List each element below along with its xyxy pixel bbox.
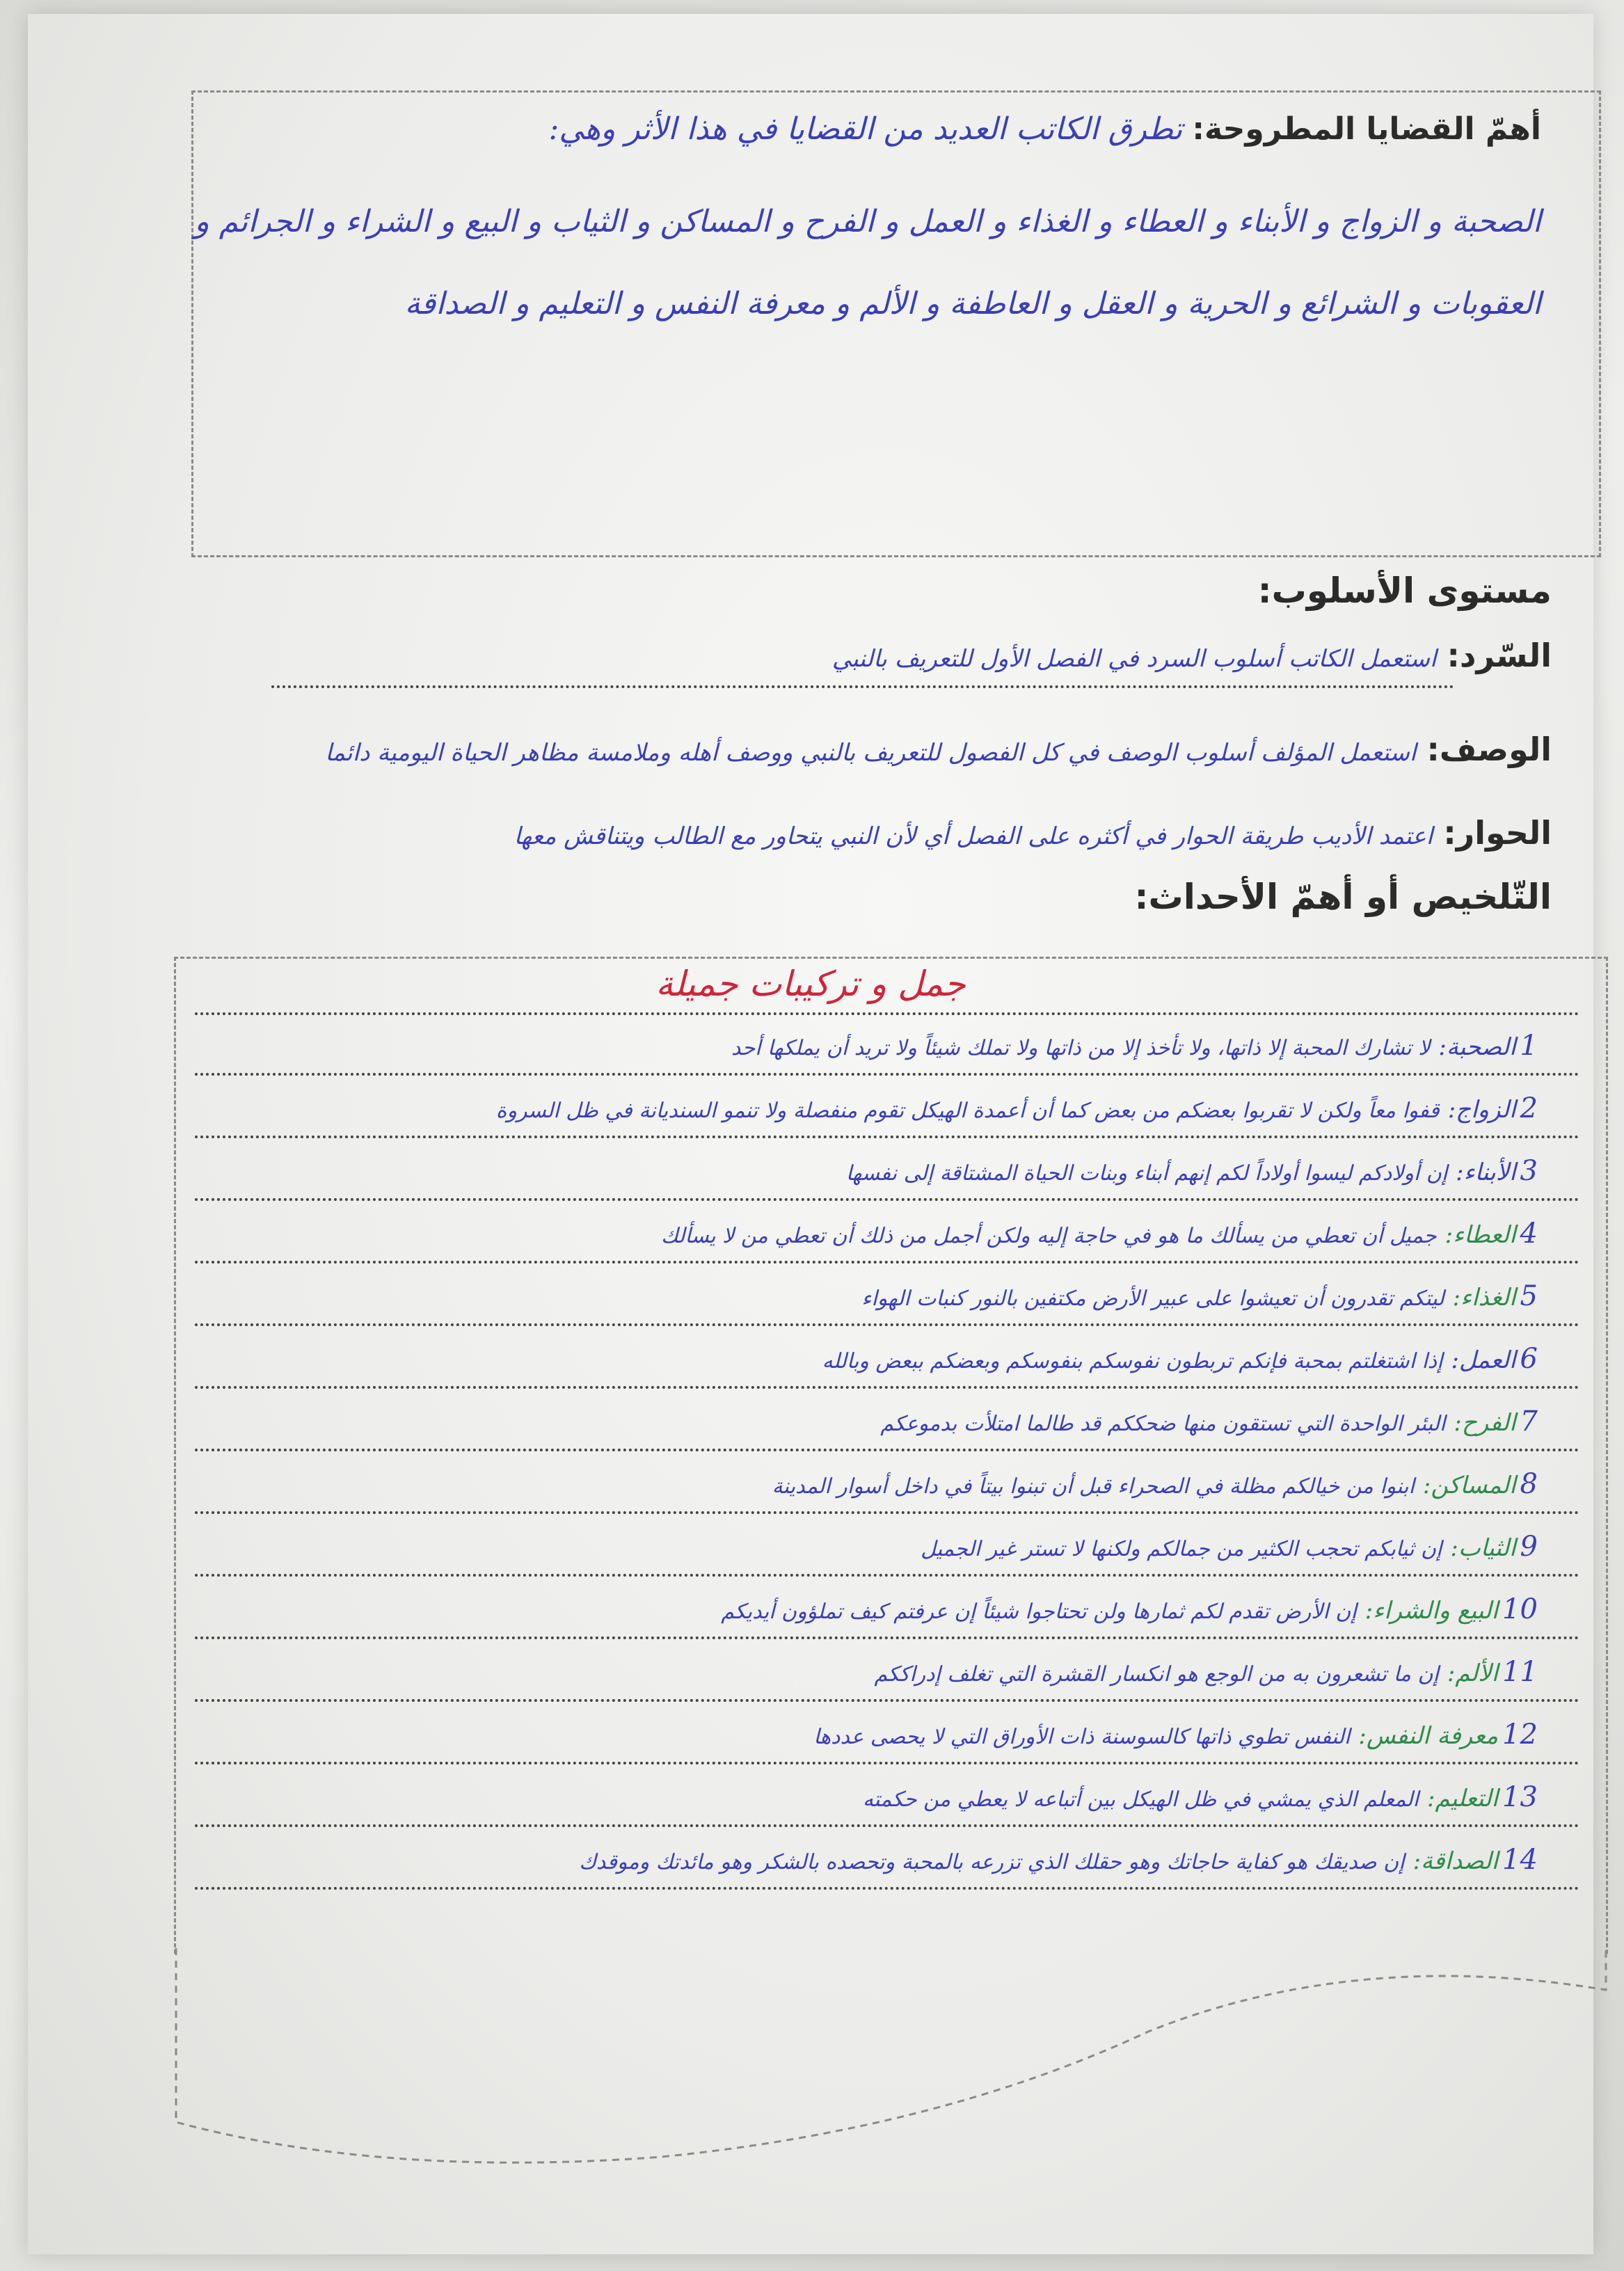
event-item-number: 6: [1520, 1343, 1538, 1375]
event-item: [90, 1155, 1538, 1198]
event-item: [90, 1030, 1538, 1073]
event-item-text: ليتكم تقدرون أن تعيشوا على عبير الأرض مكتفين بالنور كنبات الهواء: [861, 1286, 1444, 1311]
notebook-page: [28, 14, 1593, 2254]
event-item-label: الصحبة:: [1438, 1033, 1516, 1061]
topics-heading-line: [184, 111, 1541, 147]
event-item: [90, 1218, 1538, 1261]
topics-heading: أهمّ القضايا المطروحة:: [1192, 111, 1541, 147]
event-item-text: إن ما تشعرون به من الوجع هو انكسار القشرة التي تغلف إدراككم: [874, 1662, 1439, 1687]
event-item-label: الأبناء:: [1456, 1158, 1516, 1186]
summary-heading: التّلخيص أو أهمّ الأحداث:: [1134, 877, 1552, 917]
event-item-dotline: [195, 1323, 1579, 1326]
event-item-label: الثياب:: [1450, 1534, 1516, 1562]
event-item-number: 5: [1520, 1280, 1538, 1312]
event-item-dotline: [195, 1198, 1579, 1201]
event-item-label: الفرح:: [1454, 1409, 1516, 1437]
style-heading: مستوى الأسلوب:: [1257, 571, 1552, 611]
event-item-number: 12: [1502, 1719, 1538, 1751]
dialogue-value: اعتمد الأديب طريقة الحوار في أكثره على الفصل أي لأن النبي يتحاور مع الطالب ويتناقش معها: [514, 822, 1433, 850]
event-item-number: 11: [1502, 1656, 1538, 1688]
event-item-number: 14: [1502, 1844, 1538, 1876]
event-item-number: 3: [1520, 1155, 1538, 1187]
event-item-label: العطاء:: [1444, 1221, 1516, 1249]
event-item-text: إذا اشتغلتم بمحبة فإنكم تربطون نفوسكم بنفوسكم وبعضكم ببعض وبالله: [822, 1349, 1443, 1373]
event-item-dotline: [195, 1386, 1579, 1389]
event-item-label: الصداقة:: [1412, 1847, 1499, 1875]
event-item-number: 8: [1520, 1468, 1538, 1500]
event-item-text: لا تشارك المحبة إلا ذاتها، ولا تأخذ إلا من ذاتها ولا تملك شيئاً ولا تريد أن يملكها أحد: [731, 1036, 1431, 1060]
event-item-number: 7: [1520, 1405, 1538, 1437]
description-label: الوصف:: [1426, 731, 1552, 768]
topics-list: الصحبة و الزواج و الأبناء و العطاء و الغذاء و العمل و الفرح و المساكن و الثياب و البيع و الشراء و الجرائم و العقوبات و الشرائع و الحرية و العقل و العاطفة و الألم و معرفة النفس و التعليم و الصداقة: [194, 204, 1541, 321]
event-item-text: إن أولادكم ليسوا أولاداً لكم إنهم أبناء وبنات الحياة المشتاقة إلى نفسها: [845, 1161, 1448, 1186]
narration-row: [35, 637, 1552, 685]
event-item: [90, 1656, 1538, 1699]
event-item-label: العمل:: [1451, 1346, 1516, 1374]
event-item-label: الزواج:: [1447, 1096, 1516, 1124]
event-item-label: الألم:: [1447, 1659, 1499, 1687]
event-item-label: التعليم:: [1427, 1785, 1499, 1812]
dialogue-row: [35, 814, 1552, 863]
event-item-label: البيع والشراء:: [1364, 1597, 1499, 1625]
event-item-dotline: [195, 1136, 1579, 1138]
event-item-number: 2: [1520, 1092, 1538, 1124]
title-dotline: [195, 1012, 1579, 1015]
narration-label: السّرد:: [1447, 637, 1552, 674]
event-item-text: جميل أن تعطي من يسألك ما هو في حاجة إليه ولكن أجمل من ذلك أن تعطي من لا يسألك: [660, 1224, 1437, 1248]
event-item-text: قفوا معاً ولكن لا تقربوا بعضكم من بعض كما أن أعمدة الهيكل تقوم منفصلة ولا تنمو السنديانة في ظل السروة: [495, 1099, 1440, 1123]
event-item-dotline: [195, 1574, 1579, 1577]
event-item-text: ابنوا من خيالكم مظلة في الصحراء قبل أن تبنوا بيتاً في داخل أسوار المدينة: [772, 1474, 1415, 1499]
event-item: [90, 1280, 1538, 1323]
event-item-text: إن ثيابكم تحجب الكثير من جمالكم ولكنها لا تستر غير الجميل: [921, 1537, 1442, 1561]
narration-dotline: [271, 685, 1454, 688]
event-item-label: المساكن:: [1422, 1472, 1516, 1499]
event-item: [90, 1593, 1538, 1636]
event-item-dotline: [195, 1261, 1579, 1264]
event-item-number: 10: [1502, 1593, 1538, 1625]
event-item-text: المعلم الذي يمشي في ظل الهيكل بين أتباعه لا يعطي من حكمته: [863, 1787, 1419, 1812]
event-item-label: الغذاء:: [1452, 1284, 1516, 1312]
event-item-dotline: [195, 1073, 1579, 1076]
event-item-number: 9: [1520, 1531, 1538, 1563]
events-title: جمل و تركيبات جميلة: [655, 964, 966, 1004]
event-item: [90, 1468, 1538, 1511]
event-item-number: 4: [1520, 1218, 1538, 1250]
event-item-dotline: [195, 1887, 1579, 1890]
event-item-dotline: [195, 1762, 1579, 1764]
description-value: استعمل المؤلف أسلوب الوصف في كل الفصول للتعريف بالنبي ووصف أهله وملامسة مظاهر الحياة اليومية دائما: [325, 739, 1417, 767]
event-item: [90, 1844, 1538, 1887]
event-item-text: البئر الواحدة التي تستقون منها ضحككم قد طالما امتلأت بدموعكم: [880, 1412, 1446, 1436]
event-item: [90, 1405, 1538, 1449]
event-item: [90, 1343, 1538, 1386]
dialogue-label: الحوار:: [1443, 814, 1552, 852]
event-item: [90, 1092, 1538, 1136]
event-item-dotline: [195, 1449, 1579, 1451]
description-row: [35, 731, 1552, 779]
events-box-wave-bottom: [174, 1948, 1608, 2213]
topics-intro: تطرق الكاتب العديد من القضايا في هذا الأثر وهي:: [548, 111, 1183, 147]
event-item-text: إن الأرض تقدم لكم ثمارها ولن تحتاجوا شيئاً إن عرفتم كيف تملؤون أيديكم: [721, 1600, 1357, 1624]
event-item-dotline: [195, 1699, 1579, 1702]
event-item: [90, 1719, 1538, 1762]
event-item-dotline: [195, 1824, 1579, 1827]
narration-value: استعمل الكاتب أسلوب السرد في الفصل الأول للتعريف بالنبي: [831, 645, 1437, 673]
event-item-dotline: [195, 1511, 1579, 1514]
event-item-number: 13: [1502, 1781, 1538, 1813]
event-item-dotline: [195, 1636, 1579, 1639]
event-item: [90, 1781, 1538, 1824]
event-item-number: 1: [1520, 1030, 1538, 1062]
event-item-text: إن صديقك هو كفاية حاجاتك وهو حقلك الذي تزرعه بالمحبة وتحصده بالشكر وهو مائدتك وموقدك: [579, 1850, 1405, 1874]
event-item: [90, 1531, 1538, 1574]
event-item-text: النفس تطوي ذاتها كالسوسنة ذات الأوراق التي لا يحصى عددها: [813, 1725, 1351, 1749]
event-item-label: معرفة النفس:: [1358, 1722, 1499, 1750]
